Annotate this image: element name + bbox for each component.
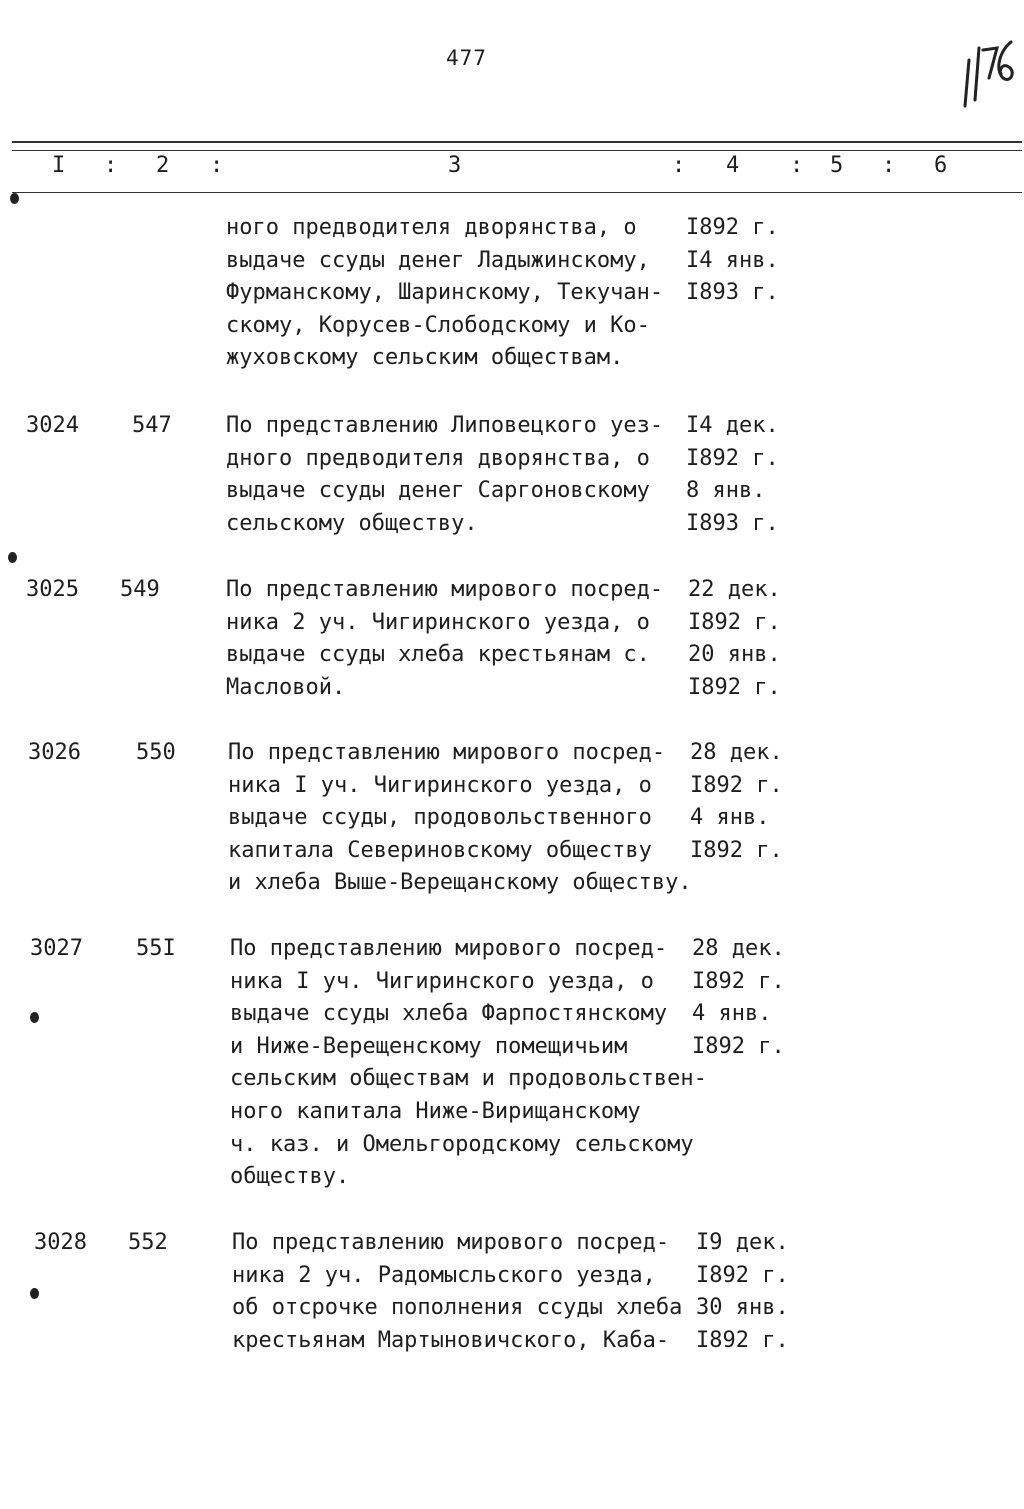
description-line: Фурманскому, Шаринскому, Текучан- xyxy=(226,280,664,306)
description-line: По представлению мирового посред- xyxy=(228,740,666,765)
date-line: 8 янв. xyxy=(686,478,766,504)
description-line: По представлению мирового посред- xyxy=(230,936,668,961)
column-header-4: 4 xyxy=(726,153,740,178)
description-line: капитала Севериновскому обществу xyxy=(228,837,652,863)
column-header-3: 3 xyxy=(448,153,462,178)
date-line: I892 г. xyxy=(696,1262,789,1288)
date-line: I892 г. xyxy=(692,1033,785,1059)
description-line: По представлению мирового посред- xyxy=(232,1230,670,1255)
date-line: I4 дек. xyxy=(686,413,779,438)
description-line: ного капитала Ниже-Вирищанскому xyxy=(230,1098,641,1124)
scan-speck xyxy=(30,1288,39,1299)
entry-number: 3026 xyxy=(28,740,81,765)
entry-description xyxy=(226,212,663,375)
date-line: I892 г. xyxy=(688,674,781,700)
date-line: I893 г. xyxy=(686,510,779,536)
column-header-2: 2 xyxy=(156,153,170,178)
description-line: По представлению Липовецкого уез- xyxy=(226,413,664,438)
description-line: ника 2 уч. Радомысльского уезда, xyxy=(232,1262,656,1288)
column-header-6: 6 xyxy=(934,153,948,178)
entry-description xyxy=(228,737,692,900)
entry-description xyxy=(226,574,663,704)
table-top-rule xyxy=(12,141,1022,143)
entry-dates xyxy=(686,410,779,540)
entry-description xyxy=(232,1227,682,1357)
date-line: 4 янв. xyxy=(690,805,770,831)
entry-sheet-number: 549 xyxy=(120,577,160,602)
entry-number: 3024 xyxy=(26,413,79,438)
date-line: I892 г. xyxy=(690,837,783,863)
column-separator: : xyxy=(790,153,804,178)
description-line: ника 2 уч. Чигиринского уезда, о xyxy=(226,609,650,635)
date-line: I892 г. xyxy=(686,445,779,471)
description-line: Масловой. xyxy=(226,674,346,700)
description-line: скому, Корусев-Слободскому и Ко- xyxy=(226,312,650,338)
entry-dates xyxy=(692,933,785,1063)
description-line: ника I уч. Чигиринского уезда, о xyxy=(230,968,654,994)
date-line: 28 дек. xyxy=(690,740,783,765)
date-line: 20 янв. xyxy=(688,642,781,668)
handwritten-folio-number xyxy=(955,30,1021,110)
entry-number: 3027 xyxy=(30,936,83,961)
entry-number: 3028 xyxy=(34,1230,87,1255)
date-line: I892 г. xyxy=(688,609,781,635)
entry-sheet-number: 55I xyxy=(136,936,176,961)
entry-number: 3025 xyxy=(26,577,79,602)
column-header-1: I xyxy=(52,153,66,178)
scan-speck xyxy=(8,552,17,563)
scan-speck xyxy=(30,1012,39,1023)
date-line: I4 янв. xyxy=(686,247,779,273)
entry-dates xyxy=(688,574,781,704)
entry-sheet-number: 552 xyxy=(128,1230,168,1255)
description-line: выдаче ссуды, продовольственного xyxy=(228,805,652,831)
entry-dates xyxy=(690,737,783,867)
entry-description xyxy=(230,933,707,1194)
date-line: 28 дек. xyxy=(692,936,785,961)
description-line: крестьянам Мартыновичского, Каба- xyxy=(232,1327,670,1353)
description-line: об отсрочке пополнения ссуды хлеба xyxy=(232,1295,683,1321)
date-line: I9 дек. xyxy=(696,1230,789,1255)
table-header-rule xyxy=(12,150,1022,151)
date-line: I892 г. xyxy=(696,1327,789,1353)
description-line: дного предводителя дворянства, о xyxy=(226,445,650,471)
table-header-bottom-rule xyxy=(12,192,1022,193)
description-line: и хлеба Выше-Верещанскому обществу. xyxy=(228,870,692,896)
description-line: ного предводителя дворянства, о xyxy=(226,215,637,240)
column-separator: : xyxy=(672,153,686,178)
description-line: сельскому обществу. xyxy=(226,510,478,536)
entry-description xyxy=(226,410,663,540)
description-line: выдаче ссуды денег Ладыжинскому, xyxy=(226,247,650,273)
entry-sheet-number: 547 xyxy=(132,413,172,438)
description-line: ника I уч. Чигиринского уезда, о xyxy=(228,772,652,798)
date-line: I892 г. xyxy=(686,215,779,240)
description-line: По представлению мирового посред- xyxy=(226,577,664,602)
column-header-5: 5 xyxy=(830,153,844,178)
description-line: выдаче ссуды хлеба Фарпостянскому xyxy=(230,1001,668,1027)
scan-speck xyxy=(10,193,19,204)
description-line: обществу. xyxy=(230,1164,350,1190)
description-line: жуховскому сельским обществам. xyxy=(226,345,624,371)
column-separator: : xyxy=(210,153,224,178)
date-line: 4 янв. xyxy=(692,1001,772,1027)
entry-sheet-number: 550 xyxy=(136,740,176,765)
description-line: и Ниже-Верещенскому помещичьим xyxy=(230,1033,628,1059)
description-line: сельским обществам и продовольствен- xyxy=(230,1066,707,1092)
description-line: выдаче ссуды денег Саргоновскому xyxy=(226,478,650,504)
entry-dates xyxy=(696,1227,789,1357)
date-line: I893 г. xyxy=(686,280,779,306)
date-line: I892 г. xyxy=(690,772,783,798)
date-line: 22 дек. xyxy=(688,577,781,602)
entry-dates xyxy=(686,212,779,310)
description-line: ч. каз. и Омельгородскому сельскому xyxy=(230,1131,694,1157)
date-line: 30 янв. xyxy=(696,1295,789,1321)
column-separator: : xyxy=(104,153,118,178)
date-line: I892 г. xyxy=(692,968,785,994)
page-number: 477 xyxy=(446,46,487,70)
description-line: выдаче ссуды хлеба крестьянам с. xyxy=(226,642,650,668)
column-separator: : xyxy=(882,153,896,178)
